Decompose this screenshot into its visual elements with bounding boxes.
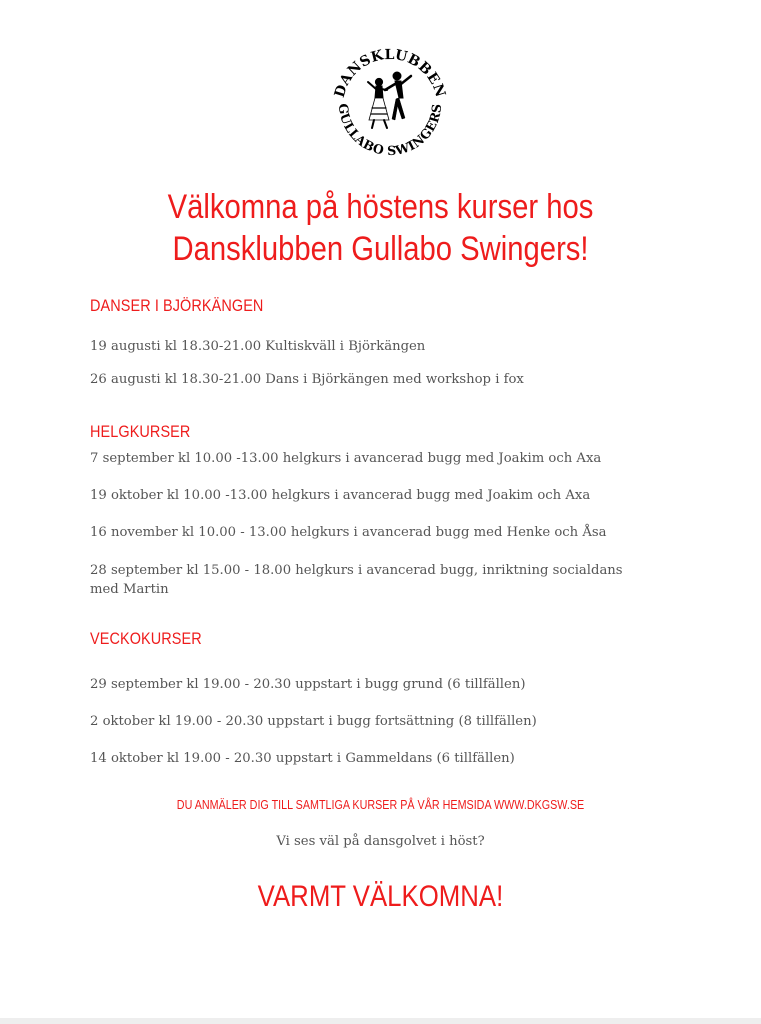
logo-bottom-text: GULLABO SWINGERS (335, 102, 445, 159)
dancing-couple-logo-icon (325, 38, 455, 168)
closing-welcome: VARMT VÄLKOMNA! (257, 880, 504, 913)
section-heading-veckokurser: VECKOKURSER (90, 629, 202, 648)
list-item: 7 september kl 10.00 -13.00 helgkurs i avancerad bugg med Joakim och Axa (90, 451, 602, 466)
dancing-couple-icon (368, 72, 411, 128)
section-heading-danser: DANSER I BJÖRKÄNGEN (90, 296, 264, 315)
logo-top-text: DANSKLUBBEN (331, 46, 449, 100)
list-item: 14 oktober kl 19.00 - 20.30 uppstart i Gammeldans (6 tillfällen) (90, 751, 515, 766)
list-item: 19 augusti kl 18.30-21.00 Kultiskväll i Björkängen (90, 339, 426, 354)
bottom-divider (0, 1018, 761, 1024)
section-heading-helgkurser: HELGKURSER (90, 422, 191, 441)
list-item: 2 oktober kl 19.00 - 20.30 uppstart i bugg fortsättning (8 tillfällen) (90, 714, 537, 729)
list-item: 29 september kl 19.00 - 20.30 uppstart i bugg grund (6 tillfällen) (90, 677, 526, 692)
page-title: Välkomna på höstens kurser hos Dansklubben Gullabo Swingers! (167, 188, 594, 268)
signup-notice: DU ANMÄLER DIG TILL SAMTLIGA KURSER PÅ VÅR HEMSIDA WWW.DKGSW.SE (176, 798, 585, 812)
list-item: 28 september kl 15.00 - 18.00 helgkurs i avancerad bugg, inriktning socialdans med Martin (90, 563, 623, 597)
list-item: 19 oktober kl 10.00 -13.00 helgkurs i avancerad bugg med Joakim och Axa (90, 488, 591, 503)
list-item: 16 november kl 10.00 - 13.00 helgkurs i avancerad bugg med Henke och Åsa (90, 525, 607, 540)
svg-text:DANSKLUBBEN (332, 47, 449, 100)
closing-question: Vi ses väl på dansgolvet i höst? (276, 834, 485, 849)
list-item: 26 augusti kl 18.30-21.00 Dans i Björkängen med workshop i fox (90, 372, 524, 387)
svg-text:GULLABO SWINGERS (336, 103, 444, 158)
club-logo (325, 38, 455, 168)
